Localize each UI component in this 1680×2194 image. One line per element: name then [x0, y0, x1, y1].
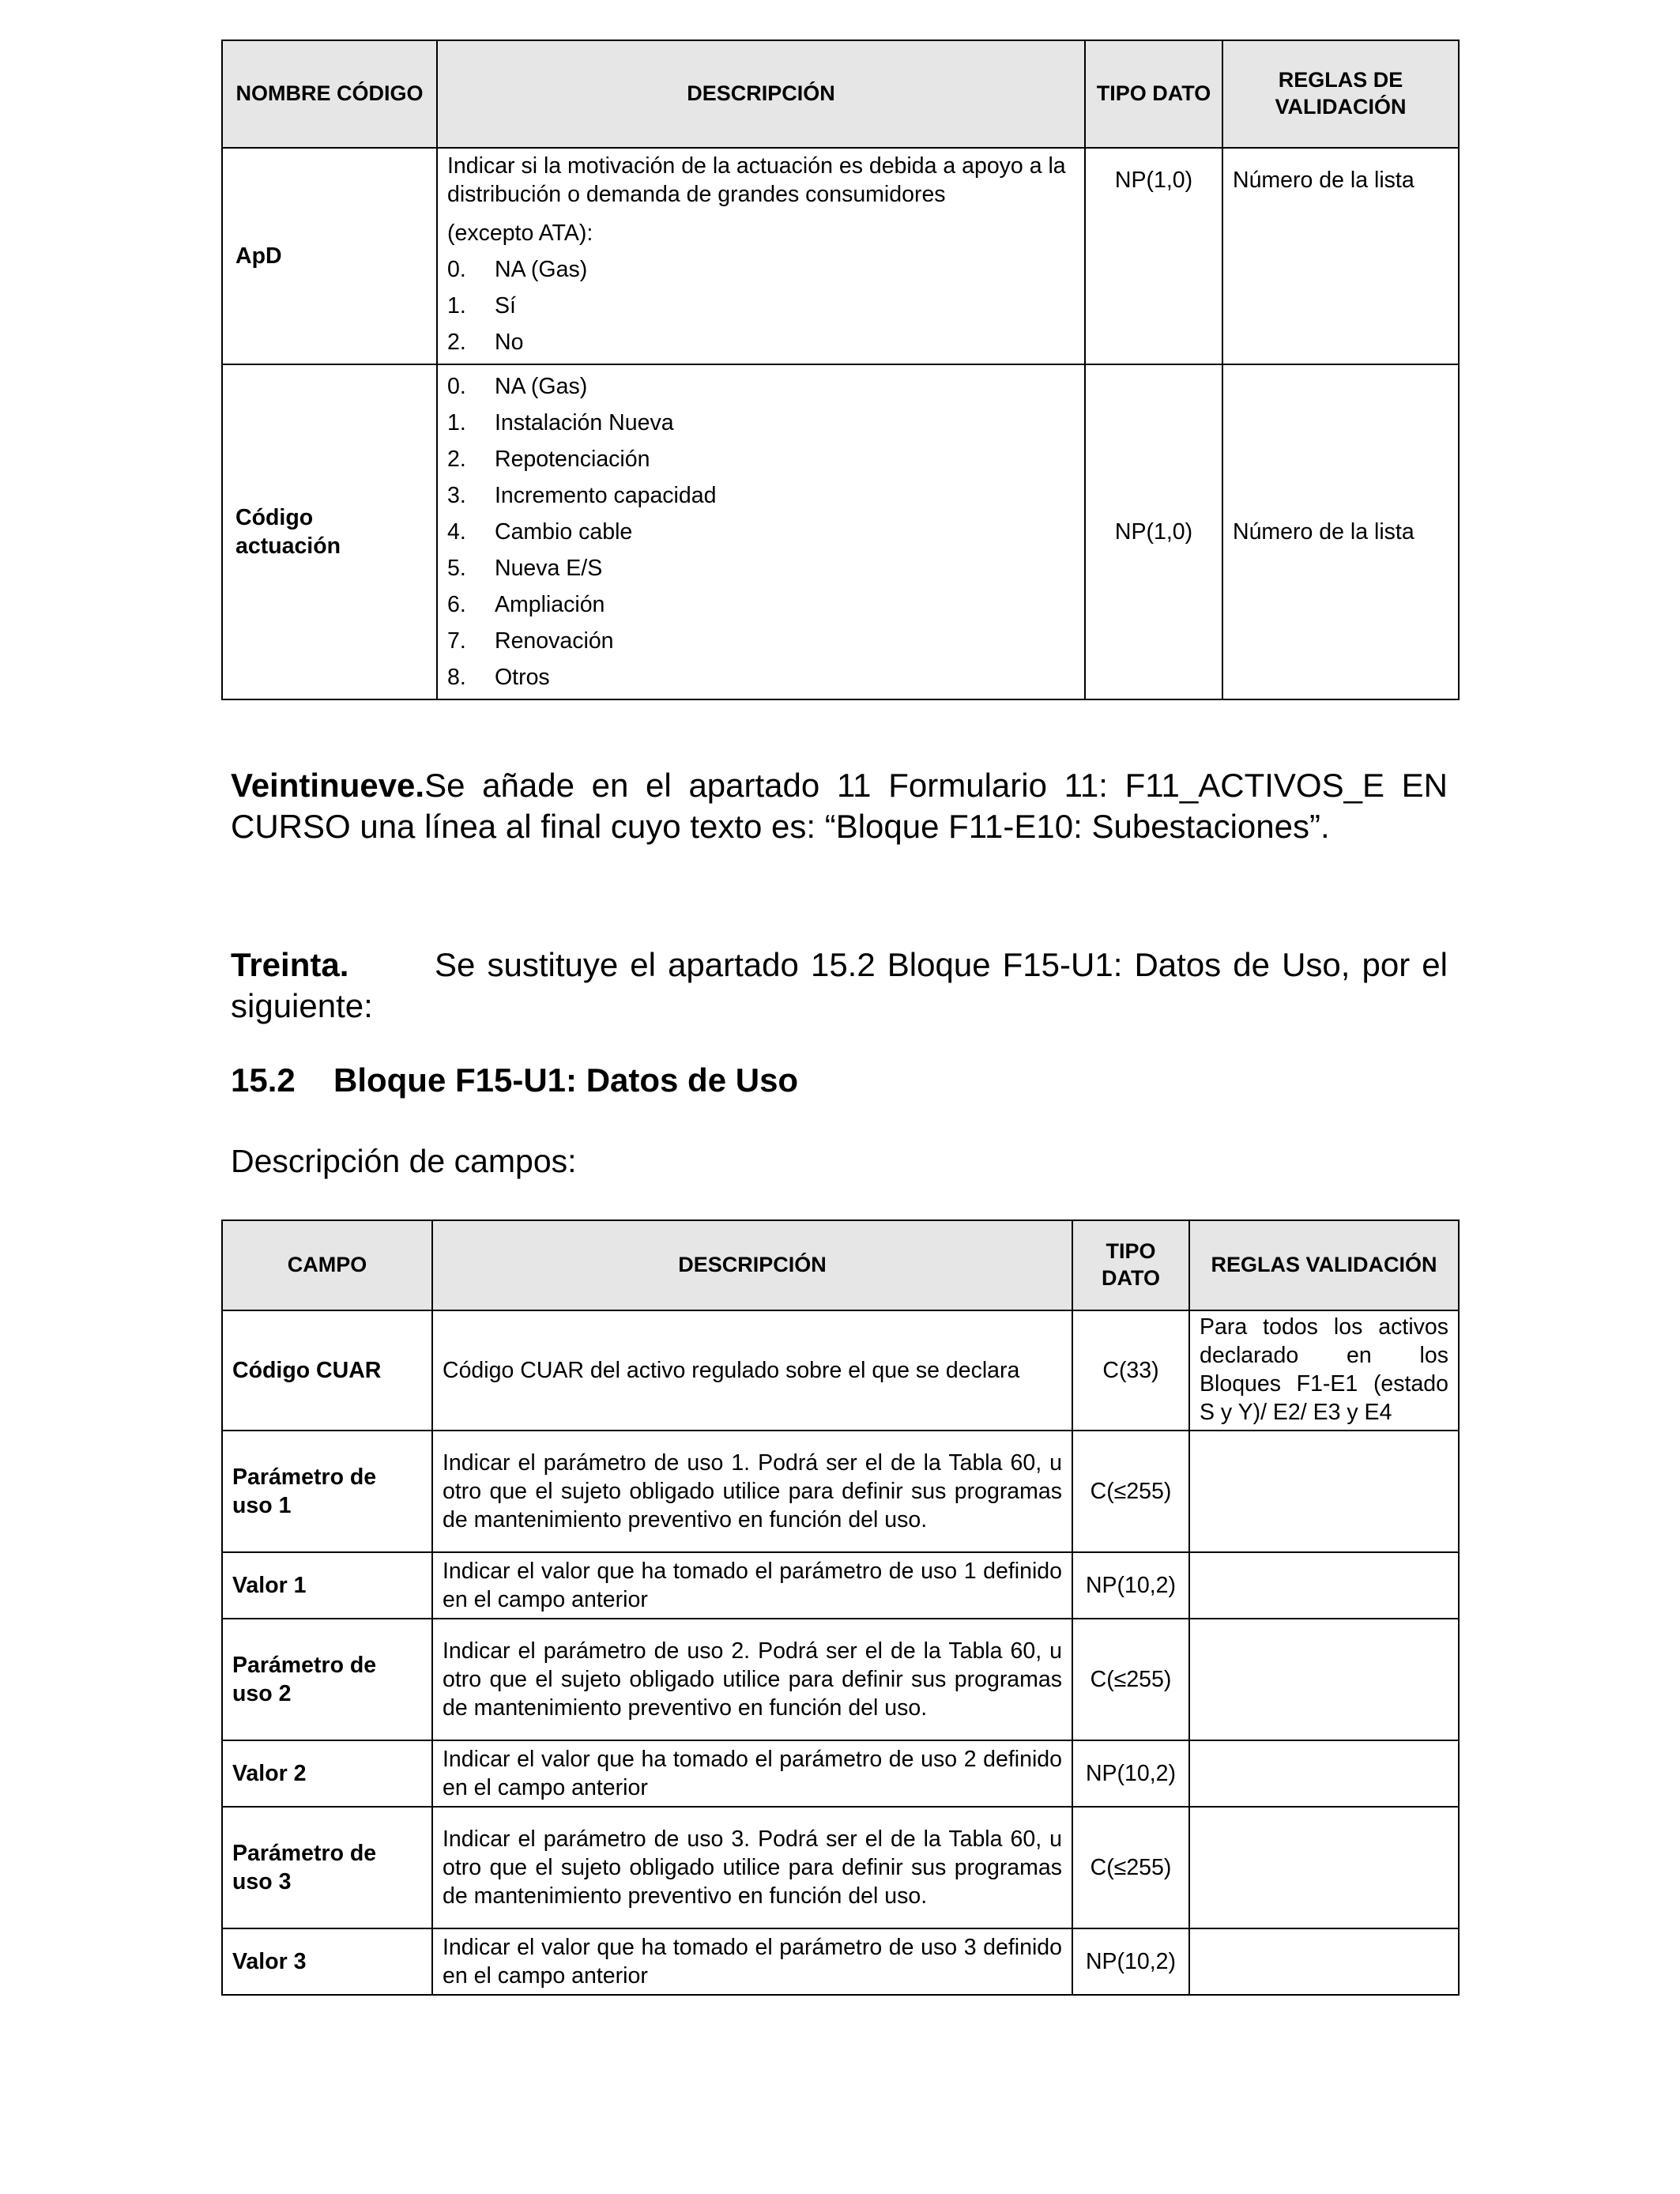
field-description: Indicar el parámetro de uso 2. Podrá ser el de la Tabla 60, u otro que el sujeto obligado utilice para definir sus programas de mantenimiento preventivo en función del uso.: [432, 1619, 1072, 1740]
table-row: [222, 1552, 1459, 1619]
header-descripcion: DESCRIPCIÓN: [437, 40, 1085, 148]
header-reglas: REGLAS VALIDACIÓN: [1189, 1220, 1459, 1310]
table-row: [222, 1807, 1459, 1928]
list-item: 3. Incremento capacidad: [447, 483, 717, 508]
field-rule: [1189, 1431, 1459, 1552]
list-item: 2. No: [447, 330, 524, 355]
field-rule: [1189, 1807, 1459, 1928]
list-item: 7. Renovación: [447, 628, 614, 654]
header-campo: CAMPO: [222, 1220, 432, 1310]
field-description: Indicar el valor que ha tomado el parámetro de uso 1 definido en el campo anterior: [432, 1552, 1072, 1619]
section-number: 15.2: [231, 1061, 296, 1099]
field-type: NP(1,0): [1085, 364, 1222, 699]
field-name: Parámetro de uso 1: [222, 1431, 432, 1552]
paragraph-lead: Treinta.: [231, 946, 349, 983]
field-description: Indicar el parámetro de uso 3. Podrá ser el de la Tabla 60, u otro que el sujeto obligado utilice para definir sus programas de mantenimiento preventivo en función del uso.: [432, 1807, 1072, 1928]
list-item: 1. Instalación Nueva: [447, 410, 674, 435]
header-reglas: REGLAS DE VALIDACIÓN: [1222, 40, 1459, 148]
field-rule: [1189, 1928, 1459, 1995]
section-title: Bloque F15-U1: Datos de Uso: [333, 1061, 799, 1099]
paragraph-text: Se añade en el apartado 11 Formulario 11: F11_ACTIVOS_E EN CURSO una línea al final cuyo texto es: “Bloque F11-E10: Subestaciones”.: [231, 767, 1448, 845]
table-row: [222, 1310, 1459, 1431]
table-row: [222, 1431, 1459, 1552]
section-heading: [231, 1061, 798, 1099]
field-rule: [1189, 1619, 1459, 1740]
field-name: Parámetro de uso 2: [222, 1619, 432, 1740]
paragraph-text: Se sustituye el apartado 15.2 Bloque F15-U1: Datos de Uso, por el siguiente:: [231, 946, 1448, 1024]
table-row: [222, 1740, 1459, 1807]
field-type: C(≤255): [1072, 1807, 1189, 1928]
list-item: 1. Sí: [447, 293, 516, 319]
field-type: C(≤255): [1072, 1619, 1189, 1740]
table-header-row: [222, 1220, 1459, 1310]
field-description: Indicar el valor que ha tomado el parámetro de uso 2 definido en el campo anterior: [432, 1740, 1072, 1807]
list-item: 4. Cambio cable: [447, 519, 633, 545]
field-rule: Número de la lista: [1222, 364, 1459, 699]
field-rule: Número de la lista: [1222, 148, 1459, 364]
field-name: Valor 3: [222, 1928, 432, 1995]
list-item: 0. NA (Gas): [447, 374, 588, 399]
list-item: 6. Ampliación: [447, 592, 605, 617]
header-tipo-dato: TIPO DATO: [1085, 40, 1222, 148]
field-type: NP(1,0): [1085, 148, 1222, 364]
field-name: Valor 2: [222, 1740, 432, 1807]
table-row: [222, 364, 1459, 699]
subtitle: Descripción de campos:: [231, 1143, 577, 1179]
field-name: Código actuación: [222, 364, 437, 699]
header-tipo-dato: TIPO DATO: [1072, 1220, 1189, 1310]
field-type: C(≤255): [1072, 1431, 1189, 1552]
field-description: Indicar el valor que ha tomado el parámetro de uso 3 definido en el campo anterior: [432, 1928, 1072, 1995]
paragraph-veintinueve: [231, 765, 1448, 847]
field-name: Código CUAR: [222, 1310, 432, 1431]
field-rule: Para todos los activos declarado en los Bloques F1-E1 (estado S y Y)/ E2/ E3 y E4: [1189, 1310, 1459, 1431]
field-name: ApD: [222, 148, 437, 364]
field-type: C(33): [1072, 1310, 1189, 1431]
list-item: 5. Nueva E/S: [447, 556, 603, 581]
table-header-row: [222, 40, 1459, 148]
paragraph-lead: Veintinueve.: [231, 767, 425, 804]
field-description: [437, 148, 1085, 364]
field-type: NP(10,2): [1072, 1740, 1189, 1807]
field-description: Indicar el parámetro de uso 1. Podrá ser el de la Tabla 60, u otro que el sujeto obligado utilice para definir sus programas de mantenimiento preventivo en función del uso.: [432, 1431, 1072, 1552]
table-row: [222, 1928, 1459, 1995]
list-item: 8. Otros: [447, 665, 550, 690]
list-item: 2. Repotenciación: [447, 447, 650, 472]
fields-table-1: [221, 40, 1460, 700]
field-description: Código CUAR del activo regulado sobre el que se declara: [432, 1310, 1072, 1431]
table-row: [222, 1619, 1459, 1740]
list-item: 0. NA (Gas): [447, 257, 588, 282]
fields-table-2: [221, 1220, 1460, 1996]
field-description: [437, 364, 1085, 699]
field-name: Parámetro de uso 3: [222, 1807, 432, 1928]
field-type: NP(10,2): [1072, 1928, 1189, 1995]
description-continuation: (excepto ATA):: [447, 221, 593, 246]
description-text: Indicar si la motivación de la actuación es debida a apoyo a la distribución o demanda de grandes consumidores: [447, 153, 1066, 207]
paragraph-treinta: [231, 944, 1448, 1027]
field-name: Valor 1: [222, 1552, 432, 1619]
field-type: NP(10,2): [1072, 1552, 1189, 1619]
field-rule: [1189, 1740, 1459, 1807]
table-row: [222, 148, 1459, 364]
field-rule: [1189, 1552, 1459, 1619]
header-descripcion: DESCRIPCIÓN: [432, 1220, 1072, 1310]
header-nombre-codigo: NOMBRE CÓDIGO: [222, 40, 437, 148]
